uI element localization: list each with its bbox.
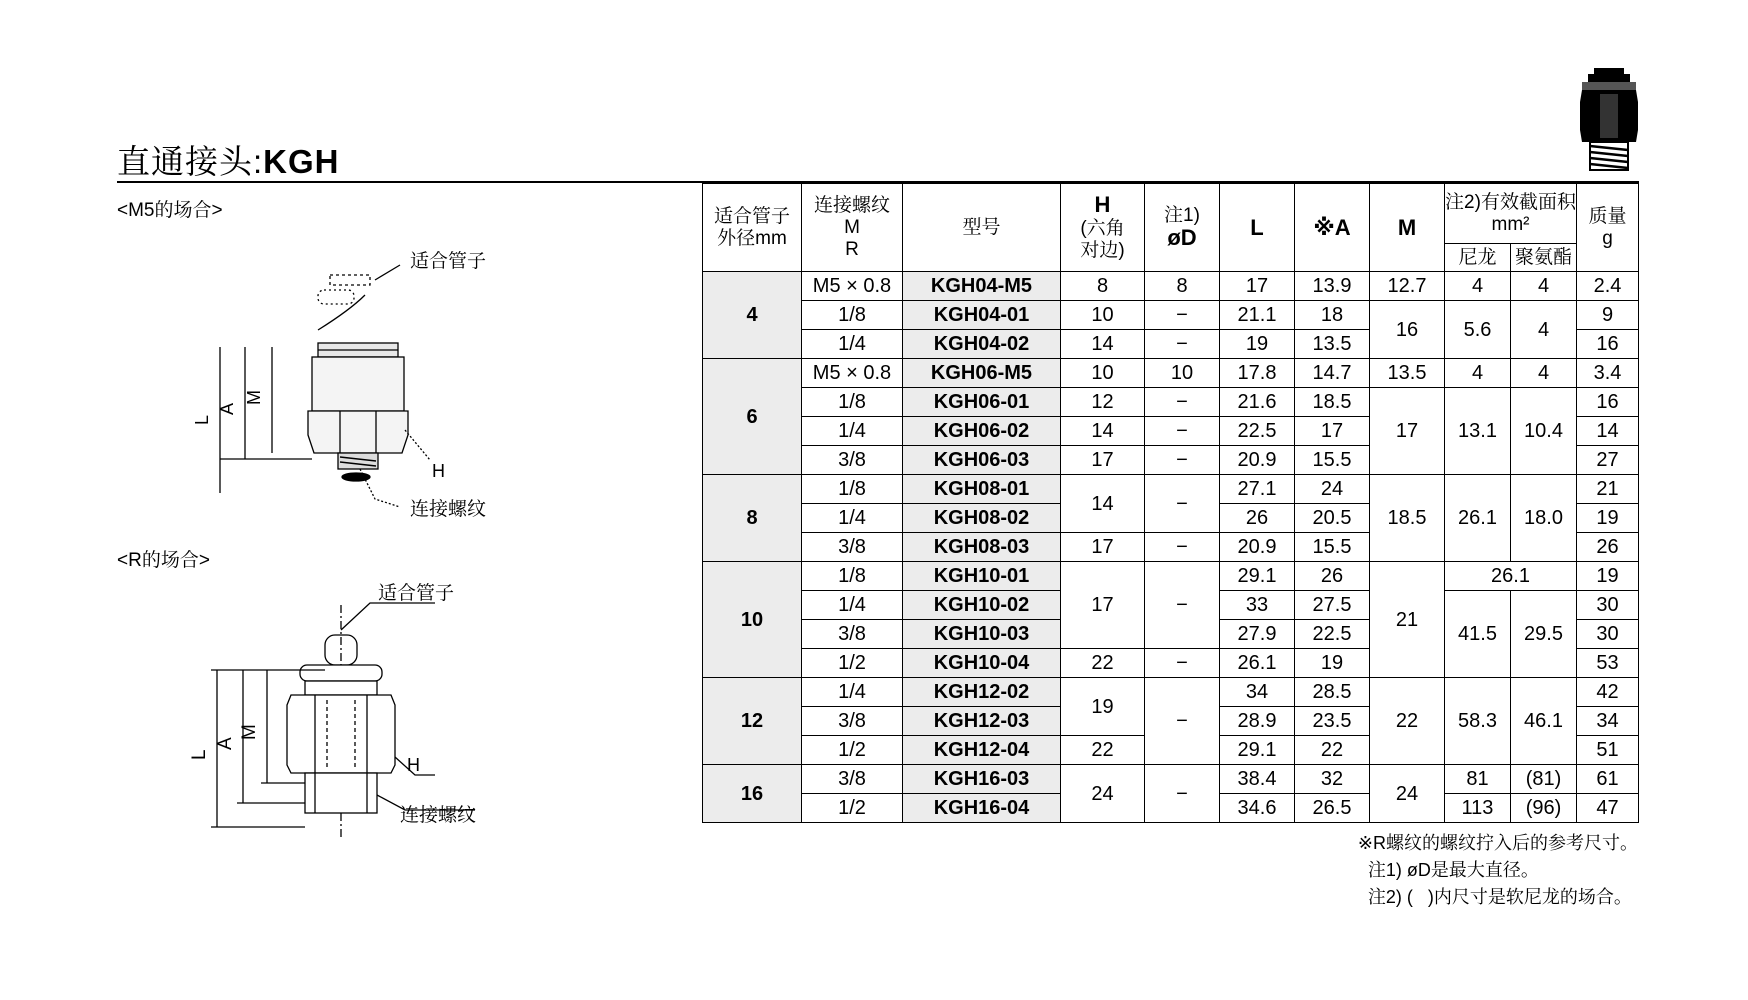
table-row — [703, 388, 1639, 417]
header-line: 连接螺纹 — [813, 194, 890, 216]
table-cell: 46.1 — [1511, 678, 1577, 765]
table-cell: 22 — [1295, 736, 1370, 765]
table-cell: 10 — [1145, 359, 1220, 388]
table-cell: 14 — [1577, 417, 1639, 446]
table-row — [703, 562, 1639, 591]
table-cell: 1/4 — [802, 591, 903, 620]
table-cell: − — [1145, 301, 1220, 330]
header-line: 外径mm — [717, 227, 787, 249]
table-cell: 17 — [1061, 533, 1145, 562]
hdr-area-nylon: 尼龙 — [1445, 244, 1511, 272]
model-cell: KGH12-03 — [903, 707, 1061, 736]
table-cell: 1/4 — [802, 504, 903, 533]
table-cell: 33 — [1220, 591, 1295, 620]
table-cell: 34.6 — [1220, 794, 1295, 823]
table-cell: 26.1 — [1445, 562, 1577, 591]
table-cell: 3/8 — [802, 620, 903, 649]
header-line: H — [1094, 191, 1111, 217]
table-cell: 28.5 — [1295, 678, 1370, 707]
table-cell: 10 — [1061, 359, 1145, 388]
table-cell: 18 — [1295, 301, 1370, 330]
hdr-d — [1145, 184, 1220, 272]
table-cell: 27.5 — [1295, 591, 1370, 620]
header-line: mm² — [1491, 213, 1530, 235]
table-cell: 22.5 — [1295, 620, 1370, 649]
table-cell: 17 — [1295, 417, 1370, 446]
table-cell: 21 — [1577, 475, 1639, 504]
table-cell: 4 — [1445, 359, 1511, 388]
table-cell: 113 — [1445, 794, 1511, 823]
table-cell: 16 — [1577, 330, 1639, 359]
table-cell: 13.1 — [1445, 388, 1511, 475]
table-cell: 8 — [1145, 272, 1220, 301]
title-code: KGH — [263, 143, 340, 180]
table-row — [703, 765, 1639, 794]
model-cell: KGH06-M5 — [903, 359, 1061, 388]
table-cell: − — [1145, 533, 1220, 562]
title-cn: 直通接头 — [117, 143, 253, 180]
table-cell: 20.5 — [1295, 504, 1370, 533]
r-dim-a: A — [215, 737, 236, 750]
table-cell: 3/8 — [802, 446, 903, 475]
m5-h-label: H — [432, 461, 445, 481]
table-cell: (81) — [1511, 765, 1577, 794]
table-cell: 24 — [1295, 475, 1370, 504]
table-cell: 14.7 — [1295, 359, 1370, 388]
table-cell: 18.5 — [1370, 475, 1445, 562]
hdr-mass — [1577, 184, 1639, 272]
header-line: 注1) — [1164, 204, 1200, 226]
model-cell: KGH08-02 — [903, 504, 1061, 533]
model-cell: KGH10-04 — [903, 649, 1061, 678]
table-cell: 3/8 — [802, 533, 903, 562]
table-cell: 1/8 — [802, 562, 903, 591]
header-line: 对边) — [1080, 239, 1125, 261]
model-cell: KGH16-04 — [903, 794, 1061, 823]
footnote-ref: ※R螺纹的螺纹拧入后的参考尺寸。 — [1357, 833, 1638, 853]
table-cell: − — [1145, 388, 1220, 417]
table-cell: 17 — [1061, 446, 1145, 475]
model-cell: KGH10-01 — [903, 562, 1061, 591]
table-cell: 47 — [1577, 794, 1639, 823]
table-cell: 22 — [1370, 678, 1445, 765]
table-cell: 18.0 — [1511, 475, 1577, 562]
hdr-a: ※A — [1295, 184, 1370, 272]
table-cell: 58.3 — [1445, 678, 1511, 765]
table-cell: 34 — [1577, 707, 1639, 736]
table-cell: 10.4 — [1511, 388, 1577, 475]
table-cell: 1/4 — [802, 417, 903, 446]
table-cell: 1/4 — [802, 678, 903, 707]
table-cell: 13.5 — [1295, 330, 1370, 359]
table-cell: 34 — [1220, 678, 1295, 707]
table-cell: 17 — [1370, 388, 1445, 475]
model-cell: KGH10-02 — [903, 591, 1061, 620]
table-cell: 38.4 — [1220, 765, 1295, 794]
table-cell: − — [1145, 417, 1220, 446]
tube-size-cell: 12 — [703, 678, 802, 765]
table-row — [703, 301, 1639, 330]
table-cell: 26 — [1577, 533, 1639, 562]
table-cell: 13.9 — [1295, 272, 1370, 301]
table-cell: 16 — [1370, 301, 1445, 359]
r-thread-label: 连接螺纹 — [400, 805, 477, 826]
table-cell: 24 — [1370, 765, 1445, 823]
model-cell: KGH10-03 — [903, 620, 1061, 649]
table-cell: 26 — [1295, 562, 1370, 591]
table-cell: 41.5 — [1445, 591, 1511, 678]
table-cell: 20.9 — [1220, 533, 1295, 562]
table-cell: 1/2 — [802, 794, 903, 823]
hdr-thread — [802, 184, 903, 272]
spec-table — [702, 183, 1639, 823]
hdr-area — [1445, 184, 1577, 244]
table-cell: 4 — [1511, 359, 1577, 388]
table-cell: 19 — [1220, 330, 1295, 359]
table-cell: 8 — [1061, 272, 1145, 301]
table-cell: 14 — [1061, 417, 1145, 446]
model-cell: KGH06-01 — [903, 388, 1061, 417]
hdr-m: M — [1370, 184, 1445, 272]
table-cell: 26.5 — [1295, 794, 1370, 823]
r-h-label: H — [407, 755, 420, 775]
model-cell: KGH04-M5 — [903, 272, 1061, 301]
table-cell: 18.5 — [1295, 388, 1370, 417]
table-cell: − — [1145, 562, 1220, 649]
table-cell: 30 — [1577, 591, 1639, 620]
model-cell: KGH12-02 — [903, 678, 1061, 707]
table-cell: 27 — [1577, 446, 1639, 475]
table-cell: − — [1145, 678, 1220, 765]
hdr-model: 型号 — [903, 184, 1061, 272]
table-cell: 28.9 — [1220, 707, 1295, 736]
table-cell: − — [1145, 446, 1220, 475]
table-cell: 19 — [1061, 678, 1145, 736]
model-cell: KGH06-03 — [903, 446, 1061, 475]
header-line: M — [844, 216, 860, 238]
table-cell: − — [1145, 649, 1220, 678]
table-cell: 4 — [1511, 301, 1577, 359]
m5-dim-a: A — [217, 402, 237, 415]
table-cell: 21.1 — [1220, 301, 1295, 330]
hdr-area-pu: 聚氨酯 — [1511, 244, 1577, 272]
table-cell: 9 — [1577, 301, 1639, 330]
model-cell: KGH12-04 — [903, 736, 1061, 765]
hdr-h — [1061, 184, 1145, 272]
table-cell: 24 — [1061, 765, 1145, 823]
table-cell: 17.8 — [1220, 359, 1295, 388]
header-line: g — [1602, 227, 1613, 249]
m5-thread-label: 连接螺纹 — [410, 499, 487, 520]
table-cell: 1/8 — [802, 301, 903, 330]
table-cell: 42 — [1577, 678, 1639, 707]
table-cell: 1/2 — [802, 649, 903, 678]
table-cell: − — [1145, 475, 1220, 533]
table-cell: 26.1 — [1445, 475, 1511, 562]
table-cell: 12 — [1061, 388, 1145, 417]
tube-size-cell: 4 — [703, 272, 802, 359]
table-cell: 29.1 — [1220, 736, 1295, 765]
table-cell: 32 — [1295, 765, 1370, 794]
header-line: 适合管子 — [713, 205, 790, 227]
table-cell: 19 — [1577, 504, 1639, 533]
table-cell: 10 — [1061, 301, 1145, 330]
table-cell: 27.1 — [1220, 475, 1295, 504]
table-cell: 4 — [1445, 272, 1511, 301]
footnote-1: 注1) øD是最大直径。 — [1357, 860, 1539, 880]
table-cell: 26 — [1220, 504, 1295, 533]
model-cell: KGH16-03 — [903, 765, 1061, 794]
r-tube-label: 适合管子 — [378, 583, 455, 604]
header-line: øD — [1167, 224, 1197, 250]
table-cell: 23.5 — [1295, 707, 1370, 736]
table-cell: 19 — [1295, 649, 1370, 678]
model-cell: KGH04-01 — [903, 301, 1061, 330]
table-cell: 22 — [1061, 649, 1145, 678]
m5-dim-m: M — [244, 390, 264, 405]
table-cell: 14 — [1061, 475, 1145, 533]
table-cell: − — [1145, 765, 1220, 823]
table-cell: 15.5 — [1295, 533, 1370, 562]
header-line: R — [845, 238, 859, 260]
table-cell: 16 — [1577, 388, 1639, 417]
table-cell: − — [1145, 330, 1220, 359]
table-row — [703, 272, 1639, 301]
table-cell: 22 — [1061, 736, 1145, 765]
m5-heading: <M5的场合> — [117, 200, 223, 221]
tube-size-cell: 8 — [703, 475, 802, 562]
model-cell: KGH08-03 — [903, 533, 1061, 562]
table-cell: 2.4 — [1577, 272, 1639, 301]
table-cell: 27.9 — [1220, 620, 1295, 649]
table-cell: 15.5 — [1295, 446, 1370, 475]
header-line: 质量 — [1588, 205, 1627, 227]
table-cell: 3.4 — [1577, 359, 1639, 388]
table-cell: 12.7 — [1370, 272, 1445, 301]
model-cell: KGH08-01 — [903, 475, 1061, 504]
table-cell: 22.5 — [1220, 417, 1295, 446]
table-cell: 29.1 — [1220, 562, 1295, 591]
model-cell: KGH06-02 — [903, 417, 1061, 446]
table-cell: 3/8 — [802, 707, 903, 736]
table-cell: 17 — [1061, 562, 1145, 649]
table-cell: 19 — [1577, 562, 1639, 591]
table-cell: 30 — [1577, 620, 1639, 649]
table-cell: M5 × 0.8 — [802, 272, 903, 301]
hdr-tube-od — [703, 184, 802, 272]
table-row — [703, 359, 1639, 388]
r-heading: <R的场合> — [117, 550, 210, 571]
table-cell: 13.5 — [1370, 359, 1445, 388]
table-cell: 51 — [1577, 736, 1639, 765]
page-title — [117, 136, 340, 183]
title-sep: : — [253, 143, 264, 180]
r-fitting-diagram — [189, 583, 505, 845]
tube-size-cell: 6 — [703, 359, 802, 475]
tube-size-cell: 10 — [703, 562, 802, 678]
table-cell: 1/2 — [802, 736, 903, 765]
header-line: 注2)有效截面积 — [1445, 191, 1576, 213]
model-cell: KGH04-02 — [903, 330, 1061, 359]
m5-fitting-diagram — [192, 251, 520, 530]
header-line: (六角 — [1080, 217, 1125, 239]
m5-dim-l: L — [192, 414, 212, 425]
table-cell: 20.9 — [1220, 446, 1295, 475]
table-cell: 3/8 — [802, 765, 903, 794]
table-cell: 4 — [1511, 272, 1577, 301]
tube-size-cell: 16 — [703, 765, 802, 823]
table-cell: 1/8 — [802, 388, 903, 417]
table-cell: 21 — [1370, 562, 1445, 678]
r-dim-m: M — [239, 724, 260, 740]
footnote-2: 注2) ( )内尺寸是软尼龙的场合。 — [1357, 887, 1632, 907]
table-cell: 81 — [1445, 765, 1511, 794]
table-cell: 61 — [1577, 765, 1639, 794]
table-cell: 14 — [1061, 330, 1145, 359]
m5-tube-label: 适合管子 — [410, 251, 487, 272]
table-cell: 53 — [1577, 649, 1639, 678]
table-cell: 5.6 — [1445, 301, 1511, 359]
table-row — [703, 475, 1639, 504]
table-cell: (96) — [1511, 794, 1577, 823]
table-cell: 17 — [1220, 272, 1295, 301]
r-dim-l: L — [189, 749, 210, 760]
table-cell: 29.5 — [1511, 591, 1577, 678]
hdr-l: L — [1220, 184, 1295, 272]
table-cell: 21.6 — [1220, 388, 1295, 417]
fitting-product-icon — [1578, 66, 1640, 174]
table-cell: 1/8 — [802, 475, 903, 504]
table-cell: 1/4 — [802, 330, 903, 359]
table-cell: 26.1 — [1220, 649, 1295, 678]
table-cell: M5 × 0.8 — [802, 359, 903, 388]
table-row — [703, 678, 1639, 707]
footnotes — [1358, 830, 1638, 911]
